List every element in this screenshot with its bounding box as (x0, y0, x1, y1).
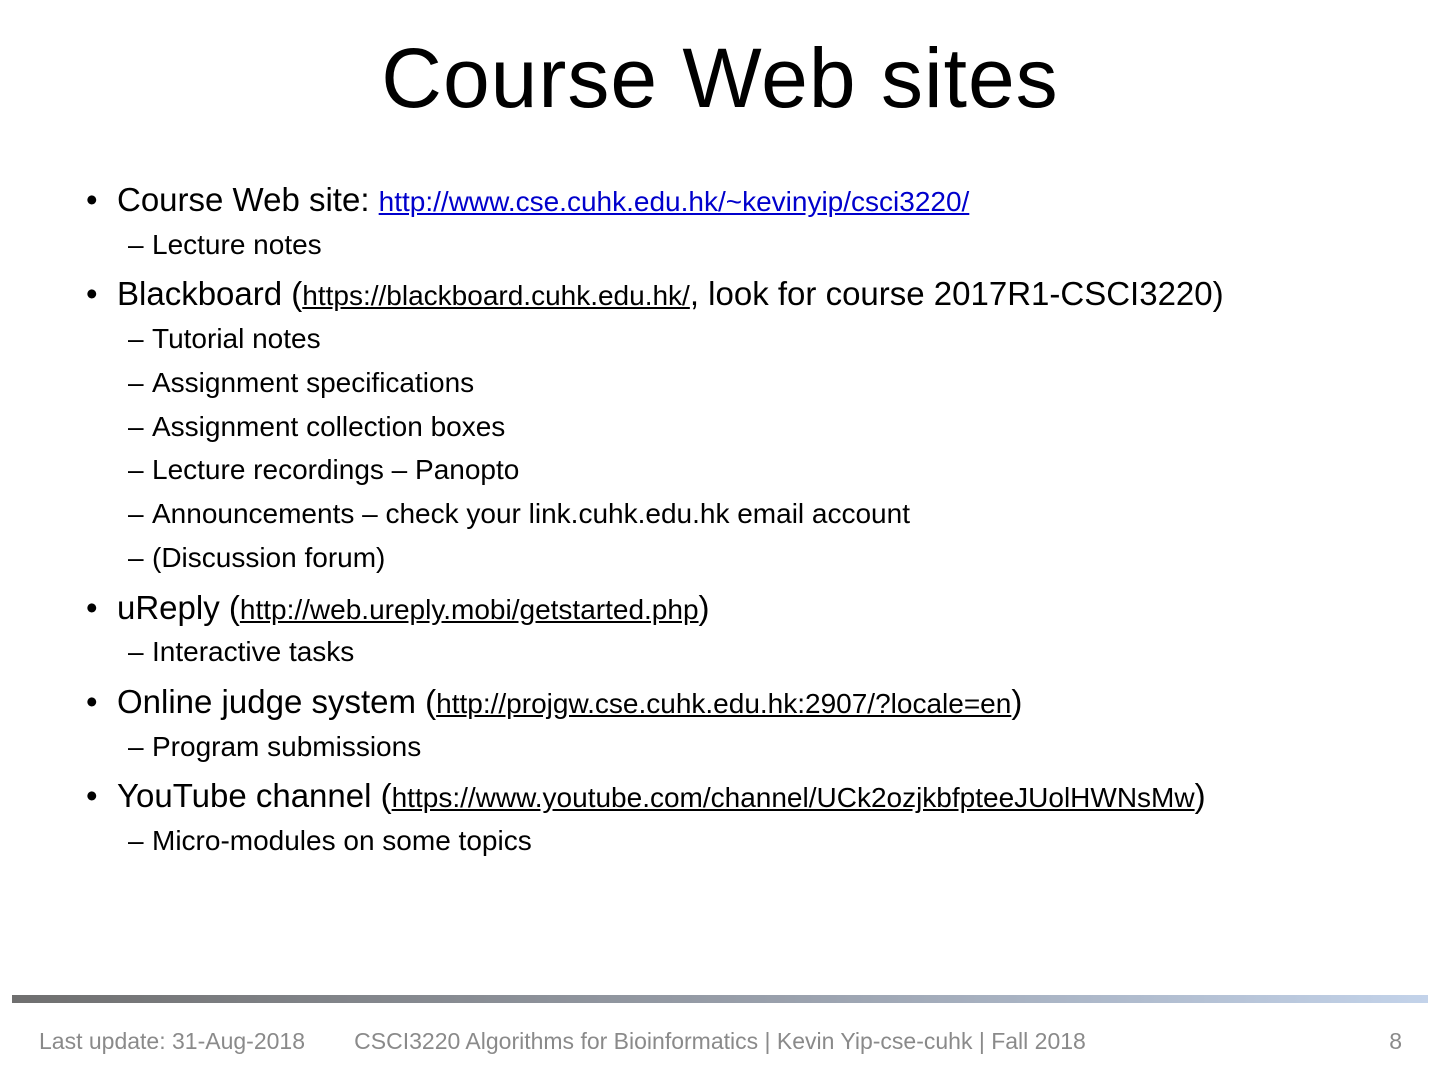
bullet-text-suffix: ) (1011, 683, 1023, 720)
sub-item-text: Program submissions (152, 731, 422, 762)
bullet-dot-icon: • (86, 589, 98, 626)
bullet-dot-icon: • (86, 683, 98, 720)
sub-item-text: Assignment collection boxes (152, 411, 506, 442)
bullet-text-suffix: , look for course 2017R1-CSCI3220) (689, 275, 1224, 312)
bullet-dot-icon: • (86, 181, 98, 218)
dash-icon: – (128, 367, 144, 398)
sub-item (128, 541, 385, 575)
sub-item-text: Announcements – check your link.cuhk.edu.hk email account (152, 498, 910, 529)
bullet-text: YouTube channel ( (117, 777, 392, 814)
sub-item (128, 824, 532, 858)
bullet-text: uReply ( (117, 589, 240, 626)
sub-item-text: (Discussion forum) (152, 542, 386, 573)
dash-icon: – (128, 498, 144, 529)
bullet-text: Blackboard ( (117, 275, 303, 312)
bullet-course-web-site (86, 180, 969, 222)
sub-item-text: Lecture recordings – Panopto (152, 454, 520, 485)
sub-item (128, 322, 321, 356)
sub-item (128, 410, 505, 444)
dash-icon: – (128, 825, 144, 856)
bullet-text-suffix: ) (698, 589, 710, 626)
bullet-text: Online judge system ( (117, 683, 437, 720)
sub-item (128, 228, 322, 262)
dash-icon: – (128, 636, 144, 667)
dash-icon: – (128, 229, 144, 260)
youtube-link[interactable]: https://www.youtube.com/channel/UCk2ozjkbfpteeJUolHWNsMw (391, 782, 1195, 813)
sub-item-text: Lecture notes (152, 229, 322, 260)
sub-item-text: Interactive tasks (152, 636, 355, 667)
bullet-text: Course Web site: (117, 181, 379, 218)
bullet-dot-icon: • (86, 777, 98, 814)
sub-item (128, 453, 519, 487)
dash-icon: – (128, 454, 144, 485)
footer-page-number: 8 (1389, 1028, 1402, 1054)
sub-item (128, 730, 421, 764)
sub-item (128, 635, 354, 669)
dash-icon: – (128, 731, 144, 762)
bullet-dot-icon: • (86, 275, 98, 312)
bullet-youtube (86, 776, 1206, 818)
footer-divider (12, 995, 1428, 1003)
online-judge-link[interactable]: http://projgw.cse.cuhk.edu.hk:2907/?locale=en (436, 688, 1012, 719)
dash-icon: – (128, 411, 144, 442)
bullet-ureply (86, 588, 710, 630)
slide-title: Course Web sites (381, 31, 1059, 125)
sub-item-text: Tutorial notes (152, 323, 321, 354)
sub-item-text: Micro-modules on some topics (152, 825, 532, 856)
sub-item (128, 497, 910, 531)
blackboard-link[interactable]: https://blackboard.cuhk.edu.hk/ (302, 280, 690, 311)
bullet-blackboard (86, 274, 1224, 316)
sub-item (128, 366, 474, 400)
dash-icon: – (128, 542, 144, 573)
ureply-link[interactable]: http://web.ureply.mobi/getstarted.php (239, 594, 699, 625)
sub-item-text: Assignment specifications (152, 367, 475, 398)
dash-icon: – (128, 323, 144, 354)
bullet-online-judge (86, 682, 1022, 724)
bullet-text-suffix: ) (1194, 777, 1206, 814)
footer-last-update: Last update: 31-Aug-2018 (39, 1028, 305, 1054)
footer-course-info: CSCI3220 Algorithms for Bioinformatics | Kevin Yip-cse-cuhk | Fall 2018 (354, 1028, 1086, 1054)
course-web-site-link[interactable]: http://www.cse.cuhk.edu.hk/~kevinyip/csci3220/ (378, 186, 970, 217)
